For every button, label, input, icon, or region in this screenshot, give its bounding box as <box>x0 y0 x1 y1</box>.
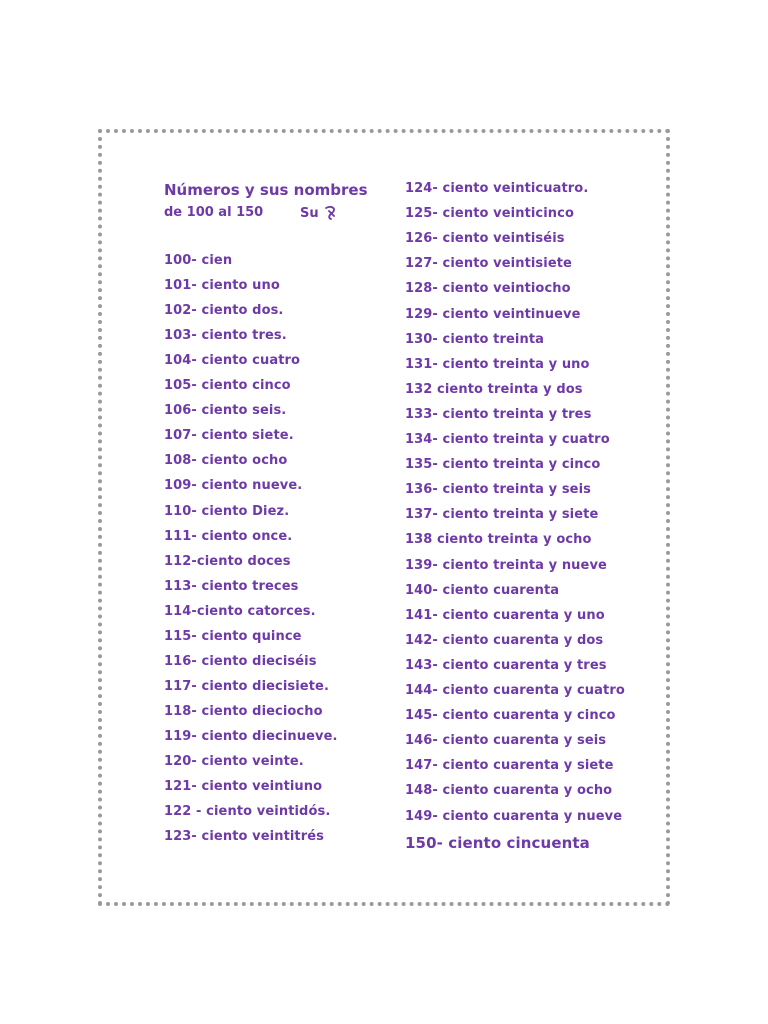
number-entry: 143- ciento cuarenta y tres <box>405 657 607 673</box>
number-entry: 119- ciento diecinueve. <box>164 728 338 744</box>
number-entry: 106- ciento seis. <box>164 403 287 419</box>
number-entry: 126- ciento veintiséis <box>405 231 565 247</box>
number-entry: 100- cien <box>164 253 233 268</box>
signature-mark-icon <box>323 205 339 221</box>
number-entry: 109- ciento nueve. <box>164 478 303 494</box>
number-entry: 117- ciento diecisiete. <box>164 678 329 694</box>
signature <box>300 205 339 221</box>
page-title: Números y sus nombres <box>164 181 368 199</box>
number-entry: 104- ciento cuatro <box>164 353 301 369</box>
number-entry: 144- ciento cuarenta y cuatro <box>405 683 625 698</box>
number-entry: 121- ciento veintiuno <box>164 779 323 795</box>
number-entry: 134- ciento treinta y cuatro <box>405 432 610 447</box>
number-entry: 116- ciento dieciséis <box>164 653 317 669</box>
number-entry: 131- ciento treinta y uno <box>405 356 590 372</box>
number-entry: 148- ciento cuarenta y ocho <box>405 783 613 799</box>
number-entry: 110- ciento Diez. <box>164 503 290 519</box>
number-entry: 107- ciento siete. <box>164 428 294 444</box>
number-entry: 115- ciento quince <box>164 628 302 644</box>
number-entry: 105- ciento cinco <box>164 378 291 394</box>
number-entry: 128- ciento veintiocho <box>405 281 571 297</box>
number-entry: 125- ciento veinticinco <box>405 206 574 222</box>
number-entry: 112-ciento doces <box>164 553 291 569</box>
number-entry: 130- ciento treinta <box>405 331 545 347</box>
number-entry: 139- ciento treinta y nueve <box>405 557 607 573</box>
number-entry: 133- ciento treinta y tres <box>405 406 592 422</box>
number-entry: 101- ciento uno <box>164 278 280 294</box>
number-entry: 132 ciento treinta y dos <box>405 381 583 397</box>
number-entry: 118- ciento dieciocho <box>164 703 323 719</box>
number-entry: 103- ciento tres. <box>164 328 287 344</box>
number-entry: 108- ciento ocho <box>164 453 288 469</box>
number-entry: 102- ciento dos. <box>164 303 284 319</box>
number-entry: 113- ciento treces <box>164 578 299 594</box>
number-entry: 122 - ciento veintidós. <box>164 804 331 820</box>
number-entry: 120- ciento veinte. <box>164 754 304 769</box>
number-entry: 140- ciento cuarenta <box>405 582 560 598</box>
number-entry: 141- ciento cuarenta y uno <box>405 607 605 623</box>
number-entry: 124- ciento veinticuatro. <box>405 181 589 196</box>
number-entry: 149- ciento cuarenta y nueve <box>405 808 623 824</box>
number-entry: 136- ciento treinta y seis <box>405 482 591 498</box>
number-entry: 142- ciento cuarenta y dos <box>405 632 604 648</box>
number-entry: 127- ciento veintisiete <box>405 256 572 272</box>
number-entry: 123- ciento veintitrés <box>164 829 325 845</box>
number-entry: 145- ciento cuarenta y cinco <box>405 708 616 724</box>
number-entry: 138 ciento treinta y ocho <box>405 532 592 548</box>
signature-text: Su <box>300 205 319 221</box>
number-entry: 150- ciento cincuenta <box>405 833 590 852</box>
worksheet-page <box>98 129 670 906</box>
number-entry: 137- ciento treinta y siete <box>405 507 599 523</box>
number-entry: 114-ciento catorces. <box>164 603 316 619</box>
number-entry: 129- ciento veintinueve <box>405 306 581 322</box>
number-entry: 111- ciento once. <box>164 528 293 544</box>
page-subtitle: de 100 al 150 <box>164 205 264 220</box>
number-entry: 135- ciento treinta y cinco <box>405 457 601 473</box>
number-entry: 146- ciento cuarenta y seis <box>405 733 607 749</box>
number-entry: 147- ciento cuarenta y siete <box>405 758 614 774</box>
